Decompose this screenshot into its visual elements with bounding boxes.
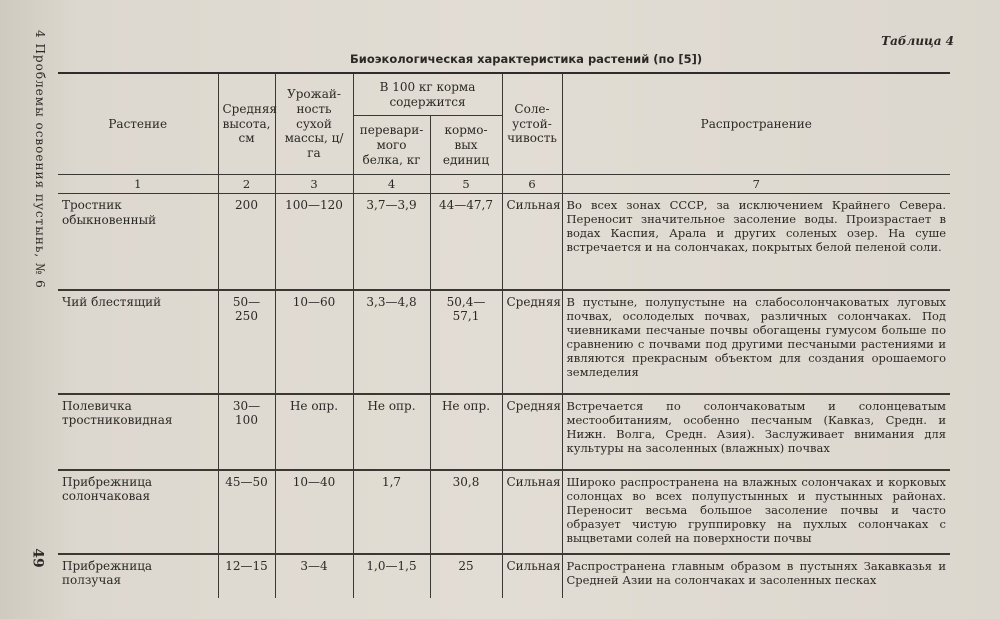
col-number: 4 xyxy=(353,175,430,194)
feed-units-value: 25 xyxy=(430,554,502,598)
header-salt-tolerance: Соле-устой-чивость xyxy=(502,73,562,175)
protein-value: 1,0—1,5 xyxy=(353,554,430,598)
table-title: Биоэкологическая характеристика растений (по [5]) xyxy=(350,52,703,66)
header-feed-units: кормо-вых единиц xyxy=(430,116,502,175)
header-plant: Растение xyxy=(58,73,218,175)
distribution-text: Распространена главным образом в пустынях Закавказья и Средней Азии на солончаках и засоленных песках xyxy=(562,554,950,598)
bioecology-table xyxy=(58,72,950,598)
page-number: 49 xyxy=(29,548,46,568)
yield-value: 100—120 xyxy=(275,194,353,290)
table-row xyxy=(58,194,950,290)
distribution-text: Широко распространена на влажных солончаках и корковых солонцах во всех полупустынных и пустынных районах. Переносит весьма большое засоление почвы и часто образует чистую группировку на пухлых солончаках с выцветами солей на поверхности почвы xyxy=(562,470,950,554)
table-label: Таблица 4 xyxy=(881,34,954,48)
header-feed-content: В 100 кг корма содержится xyxy=(353,73,502,116)
running-header-text: 4 Проблемы освоения пустынь, № 6 xyxy=(33,30,47,289)
plant-name: Прибрежница ползучая xyxy=(58,554,218,598)
distribution-text: Встречается по солончаковатым и солонцеватым местообитаниям, особенно песчаным (Кавказ, Средн. и Нижн. Волга, Средн. Азия). Заслуживает внимания для культуры на засоленных (влажных) почвах xyxy=(562,394,950,470)
header-height: Средняя высота, см xyxy=(218,73,275,175)
salt-tolerance-value: Сильная xyxy=(502,554,562,598)
table-row xyxy=(58,290,950,394)
protein-value: 3,7—3,9 xyxy=(353,194,430,290)
feed-units-value: 30,8 xyxy=(430,470,502,554)
col-number: 5 xyxy=(430,175,502,194)
plant-name: Тростник обыкновенный xyxy=(58,194,218,290)
salt-tolerance-value: Средняя xyxy=(502,290,562,394)
col-number: 2 xyxy=(218,175,275,194)
yield-value: 3—4 xyxy=(275,554,353,598)
header-yield: Урожай-ность сухой массы, ц/га xyxy=(275,73,353,175)
protein-value: 1,7 xyxy=(353,470,430,554)
feed-units-value: Не опр. xyxy=(430,394,502,470)
protein-value: 3,3—4,8 xyxy=(353,290,430,394)
salt-tolerance-value: Сильная xyxy=(502,194,562,290)
plant-name: Полевичка тростниковидная xyxy=(58,394,218,470)
height-value: 200 xyxy=(218,194,275,290)
col-number: 7 xyxy=(562,175,950,194)
yield-value: 10—40 xyxy=(275,470,353,554)
salt-tolerance-value: Средняя xyxy=(502,394,562,470)
height-value: 50—250 xyxy=(218,290,275,394)
table-row xyxy=(58,554,950,598)
salt-tolerance-value: Сильная xyxy=(502,470,562,554)
plant-name: Чий блестящий xyxy=(58,290,218,394)
yield-value: 10—60 xyxy=(275,290,353,394)
height-value: 45—50 xyxy=(218,470,275,554)
plant-name: Прибрежница солончаковая xyxy=(58,470,218,554)
height-value: 30—100 xyxy=(218,394,275,470)
distribution-text: В пустыне, полупустыне на слабосолончаковатых луговых почвах, осолоделых почвах, различных солончаках. Под чиевниками песчаные почвы обогащены гумусом больше по сравнению с почвами под другими песчаными растениями и являются прекрасным объектом для создания орошаемого земледелия xyxy=(562,290,950,394)
table-row xyxy=(58,470,950,554)
feed-units-value: 44—47,7 xyxy=(430,194,502,290)
col-number: 6 xyxy=(502,175,562,194)
table-row xyxy=(58,394,950,470)
height-value: 12—15 xyxy=(218,554,275,598)
running-header-vertical xyxy=(30,28,52,308)
col-number: 3 xyxy=(275,175,353,194)
column-number-row xyxy=(58,175,950,194)
protein-value: Не опр. xyxy=(353,394,430,470)
yield-value: Не опр. xyxy=(275,394,353,470)
feed-units-value: 50,4—57,1 xyxy=(430,290,502,394)
distribution-text: Во всех зонах СССР, за исключением Крайнего Севера. Переносит значительное засоление воды. Произрастает в водах Каспия, Арала и других соленых озер. На суше встречается и на солончаках, покрытых белой пеленой соли. xyxy=(562,194,950,290)
col-number: 1 xyxy=(58,175,218,194)
header-distribution: Распространение xyxy=(562,73,950,175)
header-protein: перевари-мого белка, кг xyxy=(353,116,430,175)
